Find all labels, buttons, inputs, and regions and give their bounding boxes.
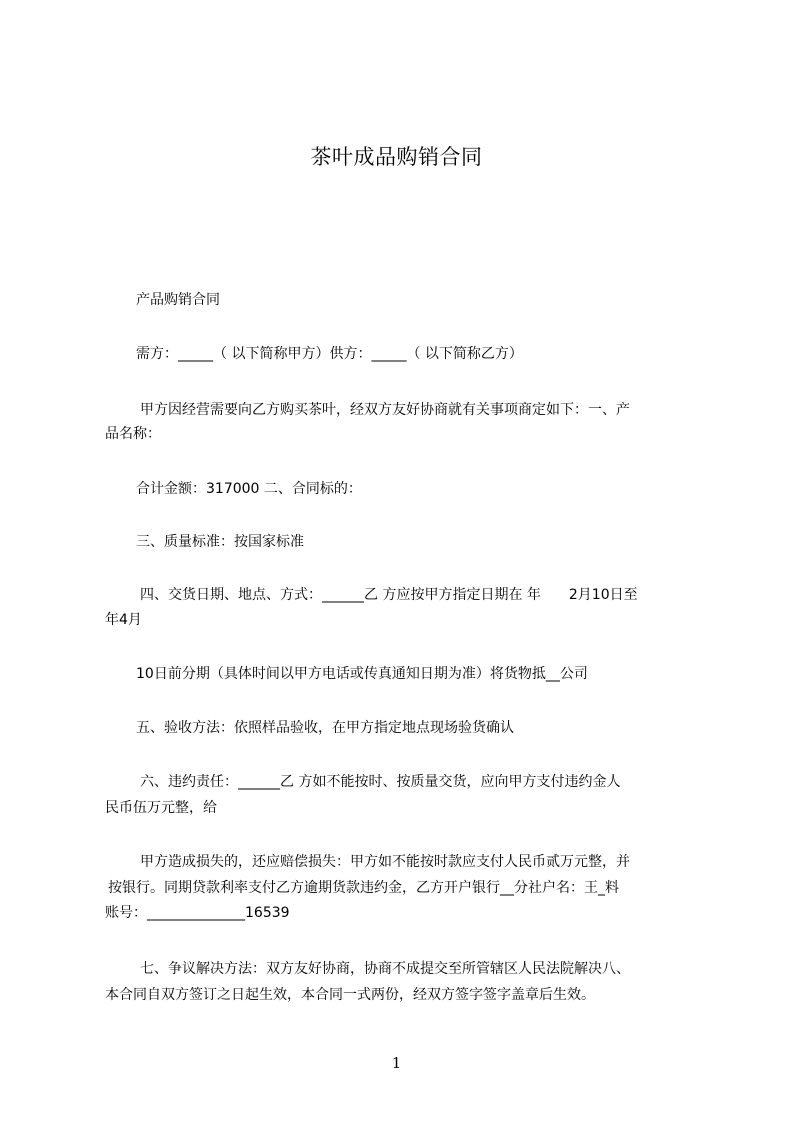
paragraph-account-number: 账号：______________16539 [105,905,290,921]
paragraph-liability-line1: 六、违约责任：______乙 方如不能按时、按质量交货，应向甲方支付违约金人 [140,774,621,790]
paragraph-liability-line2: 民币伍万元整，给 [105,800,217,816]
page-number: 1 [391,1054,402,1072]
paragraph-parties: 需方：_____（ 以下简称甲方）供方：_____（ 以下简称乙方） [136,346,523,362]
paragraph-delivery-schedule: 10日前分期（具体时间以甲方电话或传真通知日期为准）将货物抵__公司 [136,666,588,682]
paragraph-delivery-line1: 四、交货日期、地点、方式：______乙 方应按甲方指定日期在 年 2月10日至 [140,587,638,603]
paragraph-dispute-line2: 本合同自双方签订之日起生效，本合同一式两份，经双方签字签字盖章后生效。 [105,987,595,1003]
paragraph-compensation-line1: 甲方造成损失的，还应赔偿损失：甲方如不能按时款应支付人民币贰万元整，并 [140,854,630,870]
paragraph-total-amount: 合计金额：317000 二、合同标的： [136,481,362,497]
paragraph-quality-standard: 三、质量标准：按国家标准 [136,534,304,550]
paragraph-compensation-line2: 按银行。同期贷款利率支付乙方逾期货款违约金，乙方开户银行__分社户名：王_料 [108,880,619,896]
contract-title: 茶叶成品购销合同 [310,145,483,169]
paragraph-dispute-line1: 七、争议解决方法：双方友好协商，协商不成提交至所管辖区人民法院解决八、 [140,961,630,977]
paragraph-intro-line2: 品名称： [105,426,161,442]
paragraph-intro-line1: 甲方因经营需要向乙方购买茶叶，经双方友好协商就有关事项商定如下：一、产 [140,402,630,418]
paragraph-inspection: 五、验收方法：依照样品验收，在甲方指定地点现场验货确认 [136,720,514,736]
paragraph-delivery-line2: 年4月 [105,612,142,628]
paragraph-heading: 产品购销合同 [136,292,220,308]
